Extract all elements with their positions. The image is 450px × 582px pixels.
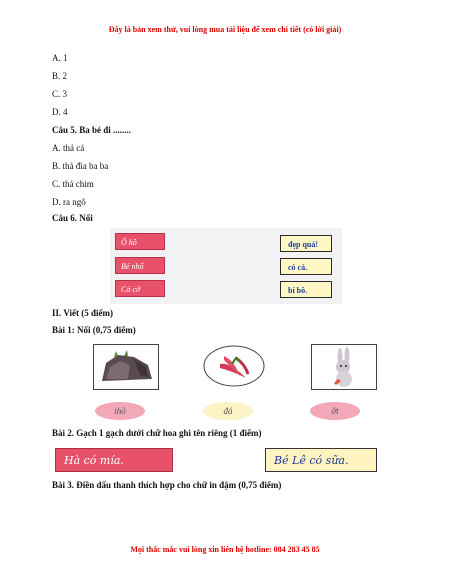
question-5-title: Câu 5. Ba bé đi ........ [52,125,132,135]
option-c: C. 3 [52,89,68,99]
option-a: A. 1 [52,53,68,63]
match-right-card: bí bô. [280,281,332,298]
rabbit-picture [311,344,377,390]
word-oval-ot: ớt [310,402,360,420]
match-left-card: Ô hồ [115,233,165,250]
word-oval-da: đá [203,402,253,420]
word-oval-tho: thỏ [95,402,145,420]
q5-option-c: C. thả chim [52,179,94,189]
bai-1-title: Bài 1: Nối (0,75 điểm) [52,325,136,335]
section-2-title: II. Viết (5 điểm) [52,308,113,318]
match-left-card: Cá cờ [115,280,165,297]
matching-exercise-image [110,228,342,304]
sentence-strip-2: Bé Lê có sữa. [265,448,377,472]
match-right-card: có cá. [280,258,332,275]
preview-banner: Đây là bản xem thử, vui lòng mua tài liệu để xem chi tiết (có lời giải) [108,25,342,34]
q5-option-b: B. thả đìa ba ba [52,161,109,171]
option-b: B. 2 [52,71,68,81]
q5-option-d: D. ra ngõ [52,197,86,207]
bai-3-title: Bài 3. Điền dấu thanh thích hợp cho chữ in đậm (0,75 điểm) [52,480,282,490]
match-left-card: Bé nhổ [115,257,165,274]
question-6-title: Câu 6. Nối [52,213,93,223]
match-right-card: đẹp quá! [280,235,332,252]
sentence-strip-1: Hà có mía. [55,448,173,472]
rock-picture [93,344,159,390]
hotline-footer: Mọi thắc mắc vui lòng xin liên hệ hotline: 084 283 45 85 [130,545,320,554]
option-d: D. 4 [52,107,68,117]
q5-option-a: A. thả cá [52,143,85,153]
bai-2-title: Bài 2. Gạch 1 gạch dưới chữ hoa ghi tên riêng (1 điểm) [52,428,262,438]
chili-picture [202,344,266,388]
